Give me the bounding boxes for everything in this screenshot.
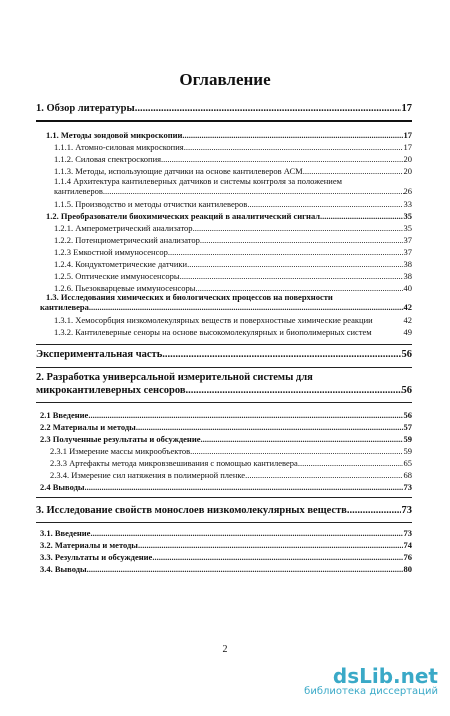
toc-entry-1-2-5: 1.2.5. Оптические иммуносенсоры ..... 38 [54, 271, 412, 281]
page-title: Оглавление [179, 70, 271, 89]
toc-entry-1-1: 1.1. Методы зондовой микроскопии ..... 17 [46, 130, 412, 140]
watermark-brand: dsLib.net [332, 664, 438, 688]
page-number: 2 [222, 644, 228, 655]
toc-entry-1: 1. Обзор литературы ..... 17 [36, 103, 412, 114]
toc-entry-2-3-4: 2.3.4. Измерение сил натяжения в полимерной пленке ..... 68 [50, 470, 412, 480]
toc-entry-2-3-3: 2.3.3 Артефакты метода микровзвешивания с помощью кантилевера ..... 65 [50, 458, 412, 468]
section-divider [36, 402, 412, 403]
toc-entry-1-2: 1.2. Преобразователи биохимических реакций в аналитический сигнал ..... 35 [46, 211, 412, 221]
section-divider [36, 367, 412, 368]
toc-entry-2-2: 2.2 Материалы и методы ..... 57 [40, 422, 412, 432]
toc-entry-2-4: 2.4 Выводы ..... 73 [40, 482, 412, 492]
watermark-logo [304, 664, 438, 697]
toc-entry-2-3-1: 2.3.1 Измерение массы микрообъектов ..... 59 [50, 446, 412, 456]
toc-entry-1-1-2: 1.1.2. Силовая спектроскопия ..... 20 [54, 154, 412, 164]
section-divider [36, 344, 412, 345]
toc-entry-1-2-3: 1.2.3 Емкостной иммуносенсор ..... 37 [54, 247, 412, 257]
toc-entry-1-1-4: 1.1.4 Архитектура кантилеверных датчиков и системы контроля за положением кантилеверов ..... 26 [54, 176, 412, 196]
toc-entry-1-1-5: 1.1.5. Производство и методы отчистки кантилеверов ..... 33 [54, 199, 412, 209]
toc-entry-1-3-2: 1.3.2. Кантилеверные сеноры на основе высокомолекулярных и биополимерных систем 49 [54, 327, 412, 337]
toc-entry-1-2-2: 1.2.2. Потенциометрический анализатор ..... 37 [54, 235, 412, 245]
section-divider [36, 522, 412, 523]
toc-entry-1-2-6: 1.2.6. Пьезокварцевые иммуносенсоры ..... 40 [54, 283, 412, 293]
toc-entry-1-2-1: 1.2.1. Амперометрический анализатор ..... 35 [54, 223, 412, 233]
toc-entry-1-3: 1.3. Исследования химических и биологических процессов на поверхности кантилевера ..... 42 [40, 292, 412, 312]
toc-entry-2-1: 2.1 Введение ..... 56 [40, 410, 412, 420]
toc-entry-1-1-3: 1.1.3. Методы, использующие датчики на основе кантилеверов АСМ ..... 20 [54, 166, 412, 176]
toc-entry-1-2-4: 1.2.4. Кондуктометрические датчики ..... 38 [54, 259, 412, 269]
toc-entry-3-4: 3.4. Выводы ..... 80 [40, 564, 412, 574]
toc-entry-experimental: Экспериментальная часть ..... 56 [36, 349, 412, 360]
toc-entry-3: 3. Исследование свойств монослоев низкомолекулярных веществ ..... 73 [36, 505, 412, 516]
toc-entry-2-3: 2.3 Полученные результаты и обсуждение ..... 59 [40, 434, 412, 444]
toc-entry-3-2: 3.2. Материалы и методы ..... 74 [40, 540, 412, 550]
toc-entry-3-1: 3.1. Введение ..... 73 [40, 528, 412, 538]
section-divider [36, 497, 412, 498]
toc-entry-1-3-1: 1.3.1. Хемосорбция низкомолекулярных веществ и поверхностные химические реакции 42 [54, 315, 412, 325]
watermark-subtitle: библиотека диссертаций [304, 686, 438, 697]
section-divider [36, 120, 412, 122]
toc-entry-3-3: 3.3. Результаты и обсуждение ..... 76 [40, 552, 412, 562]
toc-entry-1-1-1: 1.1.1. Атомно-силовая микроскопия ..... 17 [54, 142, 412, 152]
toc-entry-2: 2. Разработка универсальной измерительной системы для микрокантилеверных сенсоров ..... 56 [36, 371, 412, 397]
